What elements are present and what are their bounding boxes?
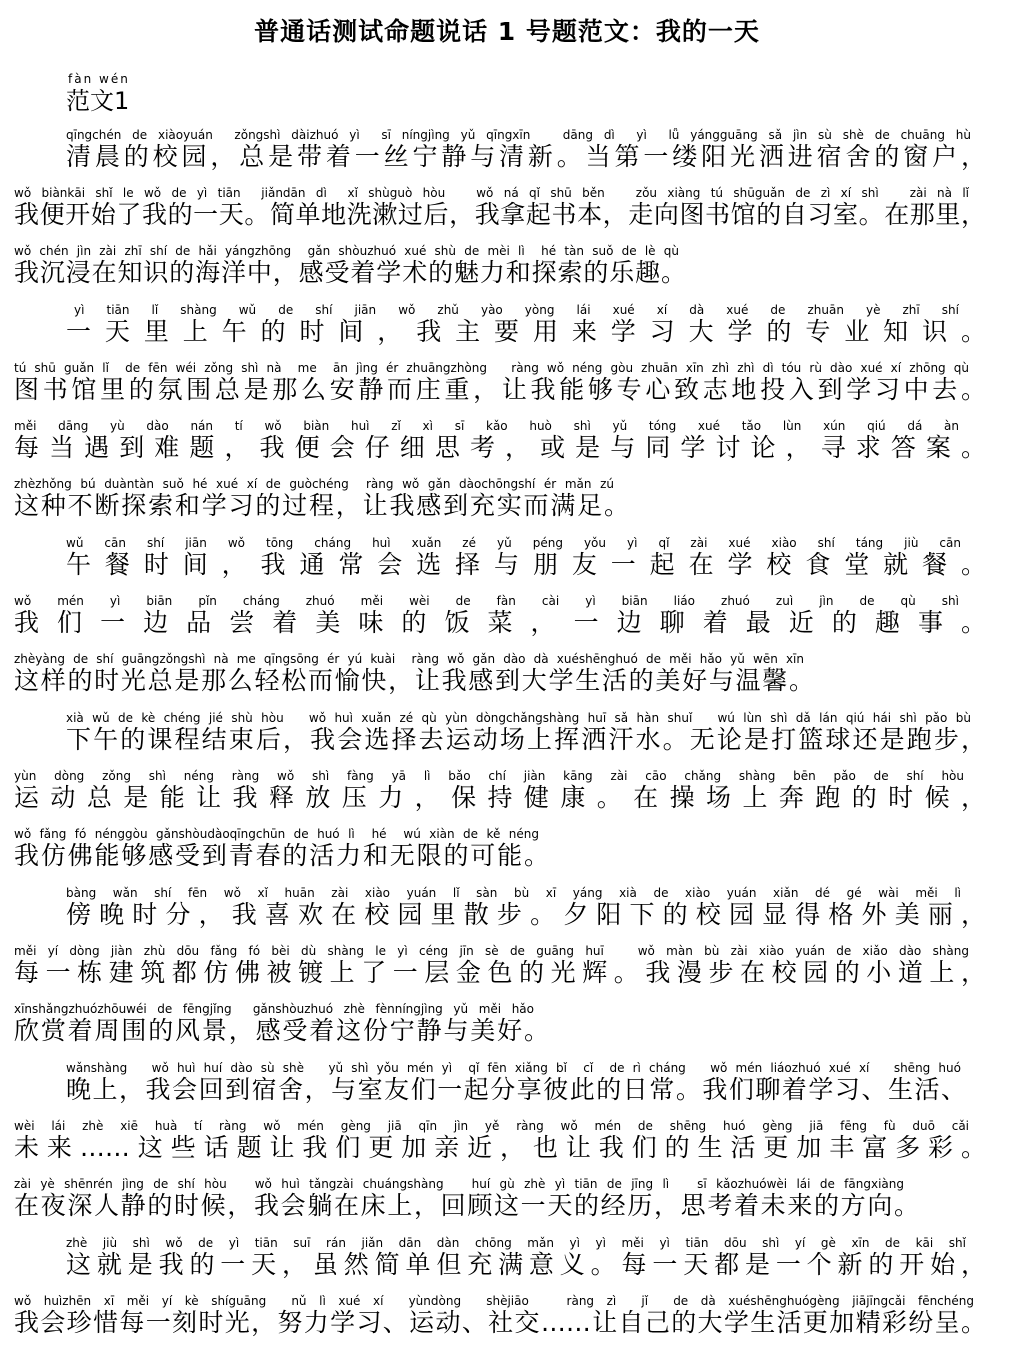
hanzi-line: 这种不断探索和学习的过程，让我感到充实而满足。	[14, 491, 629, 520]
pinyin-line: zhèzhǒng bú duàntàn suǒ hé xué xí de guòchéng ràng wǒ gǎn dàochōngshí ér mǎn zú	[14, 477, 614, 491]
pinyin-line: tú shū guǎn lǐ de fēn wéi zǒng shì nà me ān jìng ér zhuāngzhòng ràng wǒ néng gòu zhuān xīn zhì zhì dì tóu rù dào xué xí zhōng qù	[14, 361, 969, 375]
pinyin-line: yùn dòng zǒng shì néng ràng wǒ shì fàng yā lì bǎo chí jiàn kāng zài cāo chǎng shàng bēn pǎo de shí hòu	[14, 769, 964, 783]
hanzi-line: 清晨的校园，总是带着一丝宁静与清新。当第一缕阳光洒进宿舍的窗户，	[66, 142, 986, 171]
section-label-text: 范文1	[66, 87, 130, 115]
hanzi-line: 一天里上午的时间，我主要用来学习大学的专业知识。	[66, 317, 986, 346]
pinyin-line: xīnshǎngzhuózhōuwéi de fēngjǐng gǎnshòuzhuó zhè fènníngjìng yǔ měi hǎo	[14, 1002, 534, 1016]
pinyin-line: xià wǔ de kè chéng jié shù hòu wǒ huì xuǎn zé qù yùn dòngchǎngshàng huī sǎ hàn shuǐ wú lùn shì dǎ lán qiú hái shì pǎo bù	[66, 711, 971, 725]
hanzi-line: 我们一边品尝着美味的饭菜，一边聊着最近的趣事。	[14, 608, 986, 637]
pinyin-line: qīngchén de xiàoyuán zǒngshì dàizhuó yì sī níngjìng yǔ qīngxīn dāng dì yì lǚ yángguāng sǎ jìn sù shè de chuāng hù	[66, 128, 971, 142]
pinyin-line: wǒ fǎng fó nénggòu gǎnshòudàoqīngchūn de huó lì hé wú xiàn de kě néng	[14, 827, 539, 841]
hanzi-line: 图书馆里的氛围总是那么安静而庄重，让我能够专心致志地投入到学习中去。	[14, 375, 986, 404]
pinyin-line: měi dāng yù dào nán tí wǒ biàn huì zǐ xì sī kǎo huò shì yǔ tóng xué tǎo lùn xún qiú dá àn	[14, 419, 959, 433]
hanzi-line: 在夜深人静的时候，我会躺在床上，回顾这一天的经历，思考着未来的方向。	[14, 1191, 919, 1220]
hanzi-line: 我沉浸在知识的海洋中，感受着学术的魅力和探索的乐趣。	[14, 258, 686, 287]
hanzi-line: 傍晚时分，我喜欢在校园里散步。夕阳下的校园显得格外美丽，	[66, 900, 986, 929]
pinyin-line: wǒ mén yì biān pǐn cháng zhuó měi wèi de fàn cài yì biān liáo zhuó zuì jìn de qù shì	[14, 594, 959, 608]
hanzi-line: 这样的时光总是那么轻松而愉快，让我感到大学生活的美好与温馨。	[14, 666, 814, 695]
hanzi-line: 每一栋建筑都仿佛被镀上了一层金色的光辉。我漫步在校园的小道上，	[14, 958, 986, 987]
pinyin-line: wǔ cān shí jiān wǒ tōng cháng huì xuǎn zé yǔ péng yǒu yì qǐ zài xué xiào shí táng jiù cān	[66, 536, 961, 550]
hanzi-line: 下午的课程结束后，我会选择去运动场上挥洒汗水。无论是打篮球还是跑步，	[66, 725, 986, 754]
pinyin-line: zhèyàng de shí guāngzǒngshì nà me qīngsōng ér yú kuài ràng wǒ gǎn dào dà xuéshēnghuó de měi hǎo yǔ wēn xīn	[14, 652, 804, 666]
pinyin-line: wǒ chén jìn zài zhī shí de hǎi yángzhōng gǎn shòuzhuó xué shù de mèi lì hé tàn suǒ de lè qù	[14, 244, 679, 258]
hanzi-line: 这就是我的一天，虽然简单但充满意义。每一天都是一个新的开始，	[66, 1250, 986, 1279]
pinyin-line: měi yí dòng jiàn zhù dōu fǎng fó bèi dù shàng le yì céng jīn sè de guāng huī wǒ màn bù zài xiào yuán de xiǎo dào shàng	[14, 944, 969, 958]
hanzi-line: 每当遇到难题，我便会仔细思考，或是与同学讨论，寻求答案。	[14, 433, 986, 462]
pinyin-line: zhè jiù shì wǒ de yì tiān suī rán jiǎn dān dàn chōng mǎn yì yì měi yì tiān dōu shì yí gè xīn de kāi shǐ	[66, 1236, 966, 1250]
hanzi-line: 我仿佛能够感受到青春的活力和无限的可能。	[14, 841, 549, 870]
pinyin-line: yì tiān lǐ shàng wǔ de shí jiān wǒ zhǔ yào yòng lái xué xí dà xué de zhuān yè zhī shí	[74, 303, 959, 317]
pinyin-line: wǒ biànkāi shǐ le wǒ de yì tiān jiǎndān dì xǐ shùguò hòu wǒ ná qǐ shū běn zǒu xiàng tú shūguǎn de zì xí shì zài nà lǐ	[14, 186, 969, 200]
hanzi-line: 欣赏着周围的风景，感受着这份宁静与美好。	[14, 1016, 549, 1045]
hanzi-line: 运动总是能让我释放压力，保持健康。在操场上奔跑的时候，	[14, 783, 986, 812]
hanzi-line: 我会珍惜每一刻时光，努力学习、运动、社交……让自己的大学生活更加精彩纷呈。	[14, 1308, 986, 1337]
page-title: 普通话测试命题说话 1 号题范文：我的一天	[254, 17, 760, 46]
hanzi-line: 午餐时间，我通常会选择与朋友一起在学校食堂就餐。	[66, 550, 986, 579]
pinyin-line: zài yè shēnrén jìng de shí hòu wǒ huì tǎngzài chuángshàng huí gù zhè yì tiān de jīng lì sī kǎozhuówèi lái de fāngxiàng	[14, 1177, 904, 1191]
hanzi-line: 未来……这些话题让我们更加亲近，也让我们的生活更加丰富多彩。	[14, 1133, 986, 1162]
hanzi-line: 晚上，我会回到宿舍，与室友们一起分享彼此的日常。我们聊着学习、生活、	[66, 1075, 966, 1104]
pinyin-line: wǒ huìzhēn xī měi yí kè shíguāng nǔ lì xué xí yùndòng shèjiāo ràng zì jǐ de dà xuéshēnghuógèng jiājīngcǎi fēnchéng	[14, 1294, 974, 1308]
pinyin-line: wǎnshàng wǒ huì huí dào sù shè yǔ shì yǒu mén yì qǐ fēn xiǎng bǐ cǐ de rì cháng wǒ mén liáozhuó xué xí shēng huó	[66, 1061, 961, 1075]
section-label	[66, 72, 130, 116]
hanzi-line: 我便开始了我的一天。简单地洗漱过后，我拿起书本，走向图书馆的自习室。在那里，	[14, 200, 986, 229]
pinyin-line: wèi lái zhè xiē huà tí ràng wǒ mén gèng jiā qīn jìn yě ràng wǒ mén de shēng huó gèng jiā fēng fù duō cǎi	[14, 1119, 969, 1133]
section-label-pinyin: fàn wén	[68, 72, 130, 86]
pinyin-line: bàng wǎn shí fēn wǒ xǐ huān zài xiào yuán lǐ sàn bù xī yáng xià de xiào yuán xiǎn dé gé wài měi lì	[66, 886, 961, 900]
